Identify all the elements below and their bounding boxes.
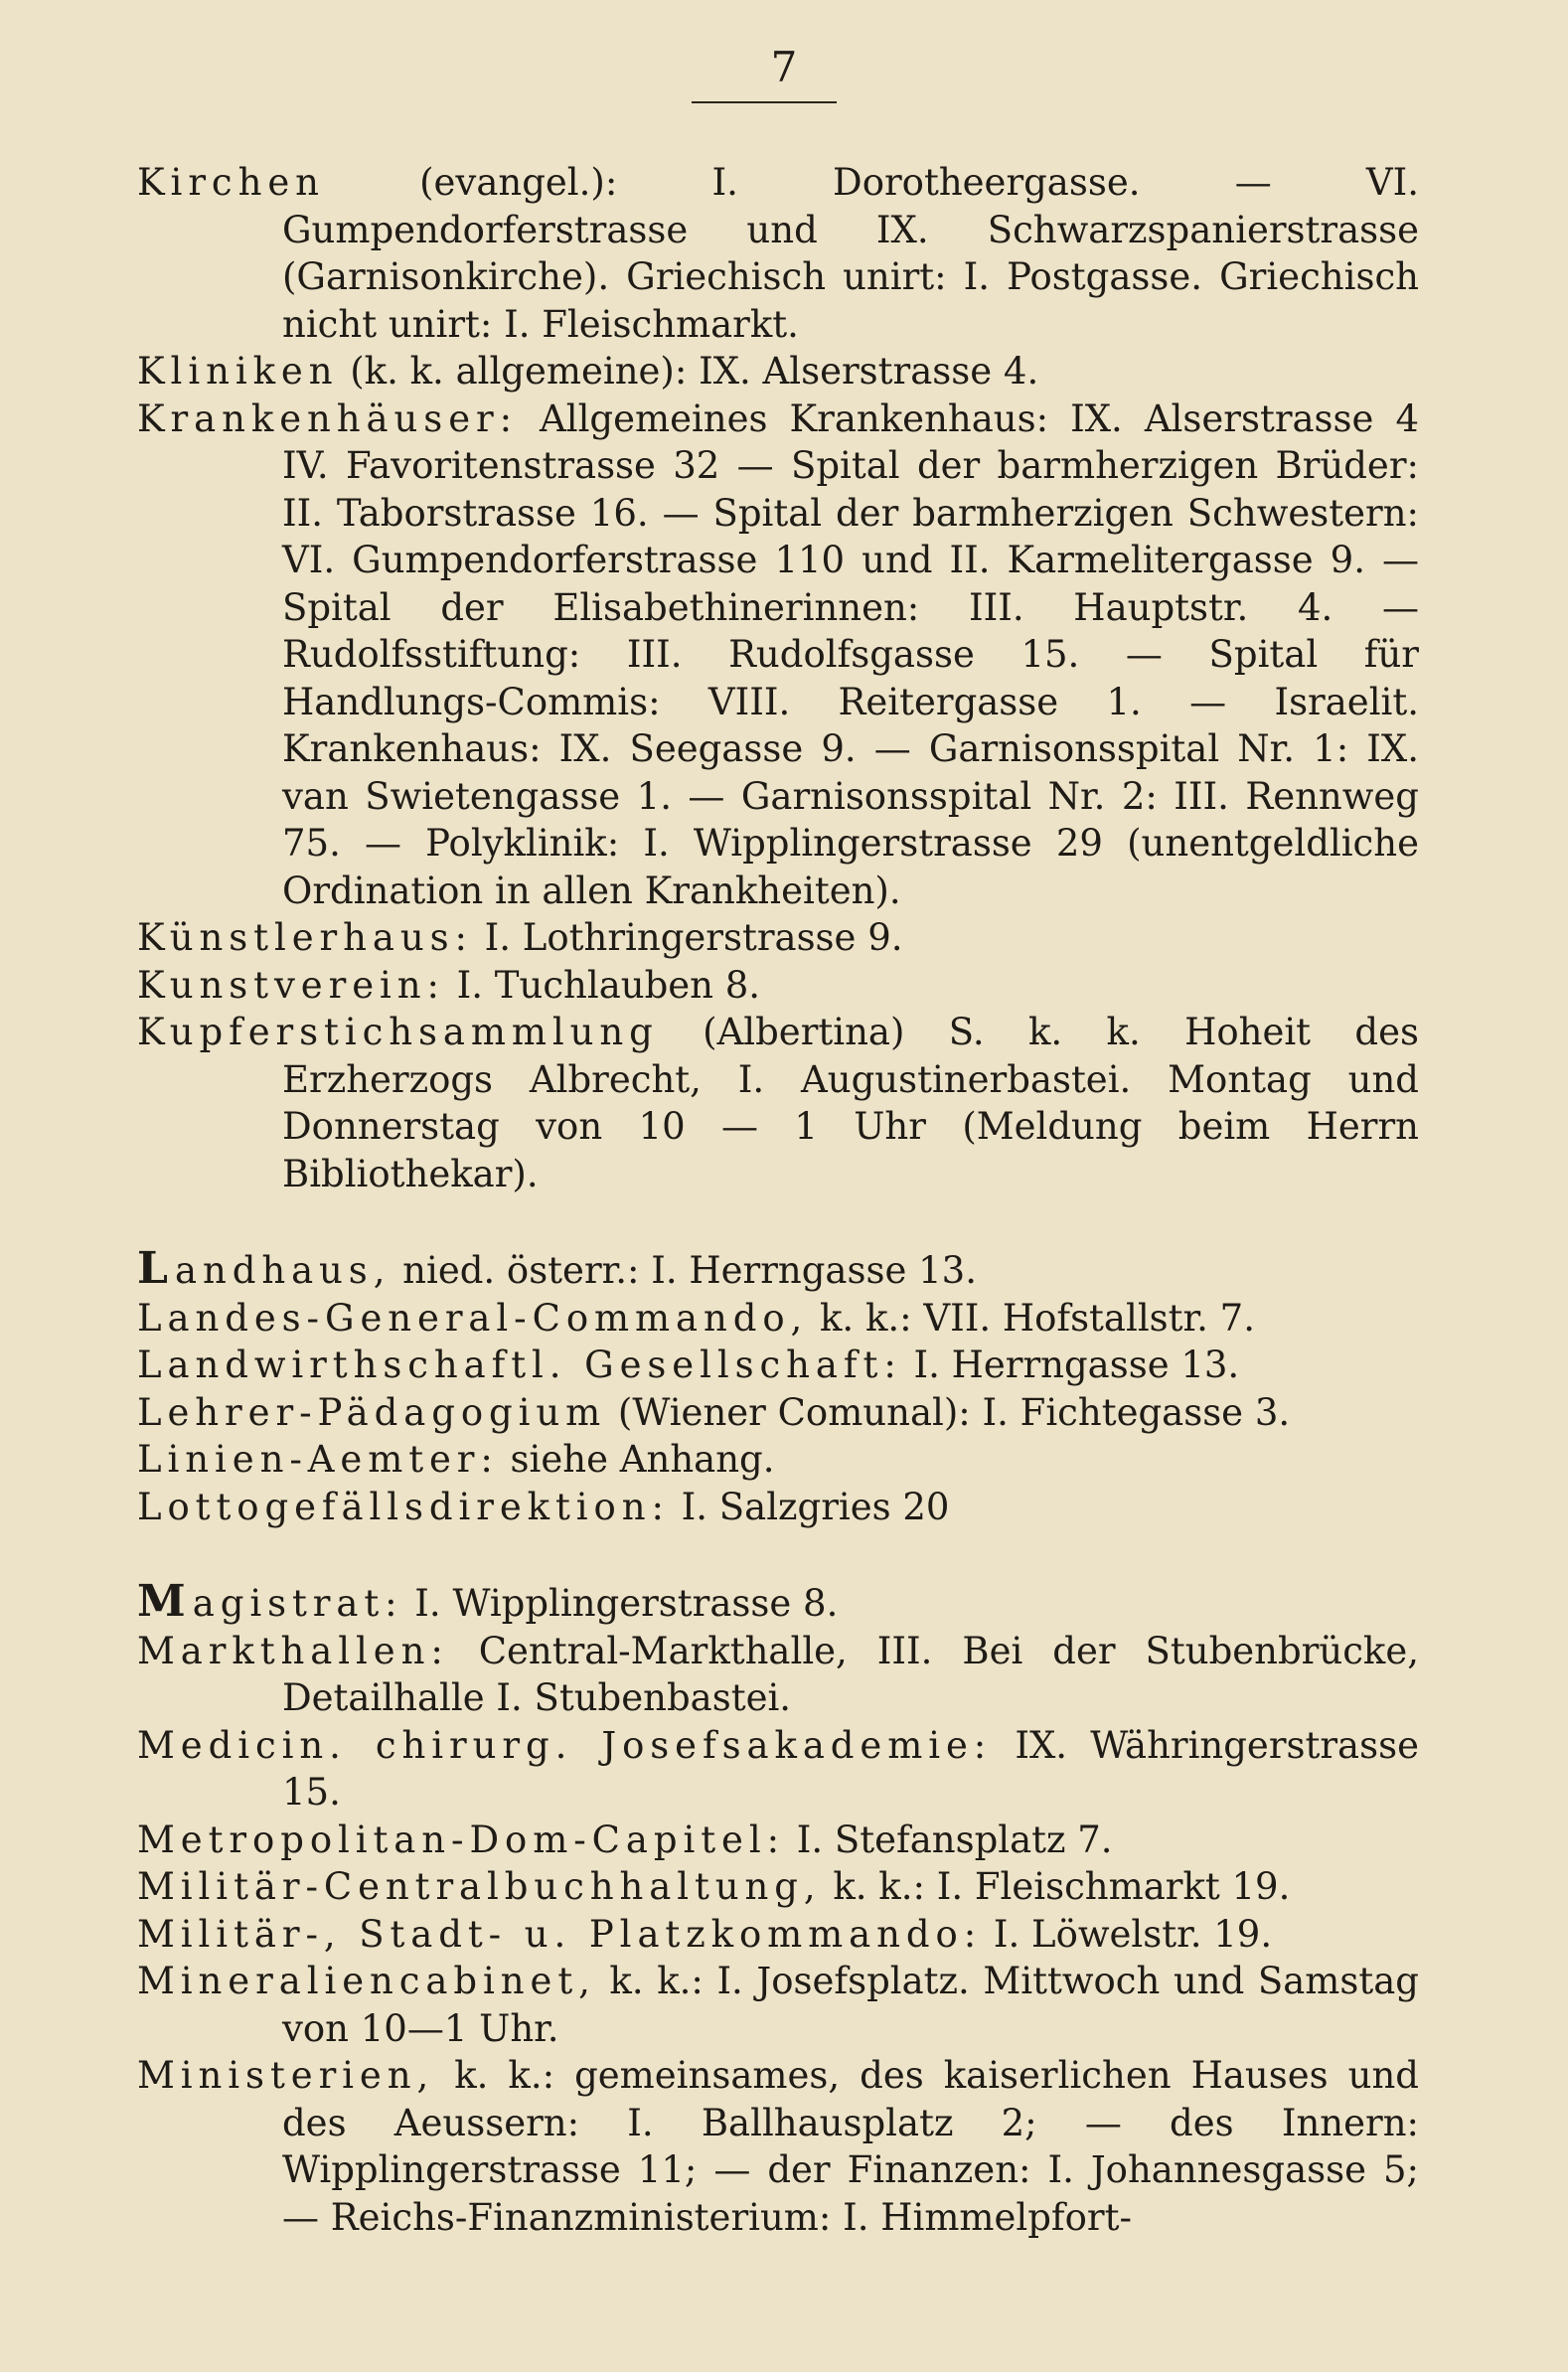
entry-text: I. Herrngasse 13. [901, 1344, 1240, 1386]
entry-kuenstlerhaus [137, 914, 1419, 962]
section-gap [137, 1530, 1419, 1578]
entry-keyword: Ministerien, [137, 2054, 435, 2097]
entry-militaer-centralbuchhaltung [137, 1863, 1419, 1911]
entry-landwirthschaftl-gesellschaft [137, 1342, 1419, 1389]
entry-kunstverein [137, 962, 1419, 1010]
section-k [137, 159, 1419, 1197]
section-m [137, 1578, 1419, 2241]
entry-text: Allgemeines Krankenhaus: IX. Alserstrasse 4 IV. Favoritenstrasse 32 — Spital der barmherzigen Brüder: II. Taborstrasse 16. — Spital der barmherzigen Schwestern: VI. Gumpendorferstrasse 110 und II. Karmelitergasse 9. — Spital der Elisabethinerinnen: III. Hauptstr. 4. — Rudolfsstiftung: III. Rudolfsgasse 15. — Spital für Handlungs-Commis: VIII. Reitergasse 1. — Israelit. Krankenhaus: IX. Seegasse 9. — Garnisonsspital Nr. 1: IX. van Swietengasse 1. — Garnisonsspital Nr. 2: III. Rennweg 75. — Polyklinik: I. Wipplingerstrasse 29 (unentgeldliche Ordination in allen Krankheiten). [282, 396, 1419, 912]
entry-text: I. Tuchlauben 8. [444, 963, 761, 1007]
entry-keyword: Lottogefällsdirektion: [137, 1485, 670, 1528]
entry-kirchen [137, 159, 1419, 348]
entry-keyword: Metropolitan-Dom-Capitel: [137, 1818, 785, 1861]
entry-keyword: Medicin. chirurg. Josefsakademie: [137, 1723, 993, 1767]
entry-keyword: Krankenhäuser: [137, 396, 518, 440]
entry-keyword: Landwirthschaftl. Gesellschaft: [137, 1344, 902, 1386]
entry-ministerien [137, 2052, 1419, 2241]
entry-text: (k. k. allgemeine): IX. Alserstrasse 4. [338, 350, 1039, 393]
page-number: 7 [770, 43, 798, 91]
entry-text: I. Wipplingerstrasse 8. [402, 1582, 839, 1625]
entry-text: (evangel.): I. Dorotheergasse. — VI. Gumpendorferstrasse und IX. Schwarzspanierstrasse (Garnisonkirche). Griechisch unirt: I. Postgasse. Griechisch nicht unirt: I. Fleischmarkt. [282, 161, 1419, 346]
entry-landhaus [137, 1245, 1419, 1295]
entry-markthallen [137, 1628, 1419, 1722]
entry-metropolitan-dom-capitel [137, 1817, 1419, 1864]
entry-kupferstichsammlung [137, 1009, 1419, 1197]
entry-text: (Albertina) S. k. k. Hoheit des Erzherzogs Albrecht, I. Augustinerbastei. Montag und Donnerstag von 10 — 1 Uhr (Meldung beim Herrn Bibliothekar). [282, 1011, 1419, 1195]
entry-keyword: Kirchen [137, 161, 325, 204]
entry-keyword: Kunstverein: [137, 963, 445, 1007]
entry-mineraliencabinet [137, 1958, 1419, 2052]
entry-keyword: Mineraliencabinet, [137, 1960, 596, 2002]
entry-text: nied. österr.: I. Herrngasse 13. [391, 1249, 977, 1292]
initial-letter: L [137, 1243, 175, 1294]
entry-keyword: Linien-Aemter: [137, 1438, 499, 1481]
entry-platzkommando [137, 1911, 1419, 1959]
entry-keyword: Militär-, Stadt- u. Platzkommando: [137, 1912, 983, 1956]
entry-text: I. Löwelstr. 19. [982, 1912, 1273, 1956]
entry-keyword: Militär-Centralbuchhaltung, [137, 1865, 822, 1908]
entry-keyword: andhaus, [174, 1249, 392, 1292]
entry-keyword: Kupferstichsammlung [137, 1011, 659, 1053]
section-gap [137, 1197, 1419, 1245]
entry-magistrat [137, 1578, 1419, 1628]
initial-letter: M [137, 1576, 193, 1627]
section-l [137, 1245, 1419, 1530]
entry-text: k. k.: gemeinsames, des kaiserlichen Hauses und des Aeussern: I. Ballhausplatz 2; — des Innern: Wipplingerstrasse 11; — der Finanzen: I. Johannesgasse 5; — Reichs-Finanzministerium: I. Himmelpfort- [282, 2054, 1419, 2239]
entry-keyword: Kliniken [137, 350, 339, 393]
entry-keyword: Markthallen: [137, 1629, 449, 1672]
entry-text: Central-Markthalle, III. Bei der Stubenbrücke, Detailhalle I. Stubenbastei. [282, 1629, 1419, 1719]
entry-josefsakademie [137, 1722, 1419, 1817]
entry-keyword: Künstlerhaus: [137, 916, 473, 959]
entry-keyword: Landes-General-Commando, [137, 1296, 809, 1340]
page-number-rule [692, 101, 837, 103]
entry-text: k. k.: I. Josefsplatz. Mittwoch und Samstag von 10—1 Uhr. [282, 1960, 1419, 2050]
entry-lottogefaellsdirektion [137, 1484, 1419, 1531]
entry-text: (Wiener Comunal): I. Fichtegasse 3. [606, 1390, 1291, 1434]
entry-text: IX. Währingerstrasse 15. [282, 1723, 1419, 1814]
entry-text: I. Stefansplatz 7. [784, 1818, 1113, 1861]
entry-keyword: agistrat: [192, 1582, 403, 1625]
entry-lehrer-paedagogium [137, 1389, 1419, 1437]
entry-landes-general-commando [137, 1295, 1419, 1343]
entry-krankenhaeuser [137, 395, 1419, 915]
entry-keyword: Lehrer-Pädagogium [137, 1390, 607, 1434]
entry-text: I. Lothringerstrasse 9. [472, 916, 903, 959]
directory-content [137, 159, 1419, 2241]
entry-text: k. k.: I. Fleischmarkt 19. [821, 1865, 1291, 1908]
entry-text: siehe Anhang. [498, 1438, 775, 1481]
entry-text: I. Salzgries 20 [669, 1485, 950, 1528]
entry-linien-aemter [137, 1436, 1419, 1484]
entry-kliniken [137, 348, 1419, 395]
entry-text: k. k.: VII. Hofstallstr. 7. [808, 1296, 1255, 1340]
